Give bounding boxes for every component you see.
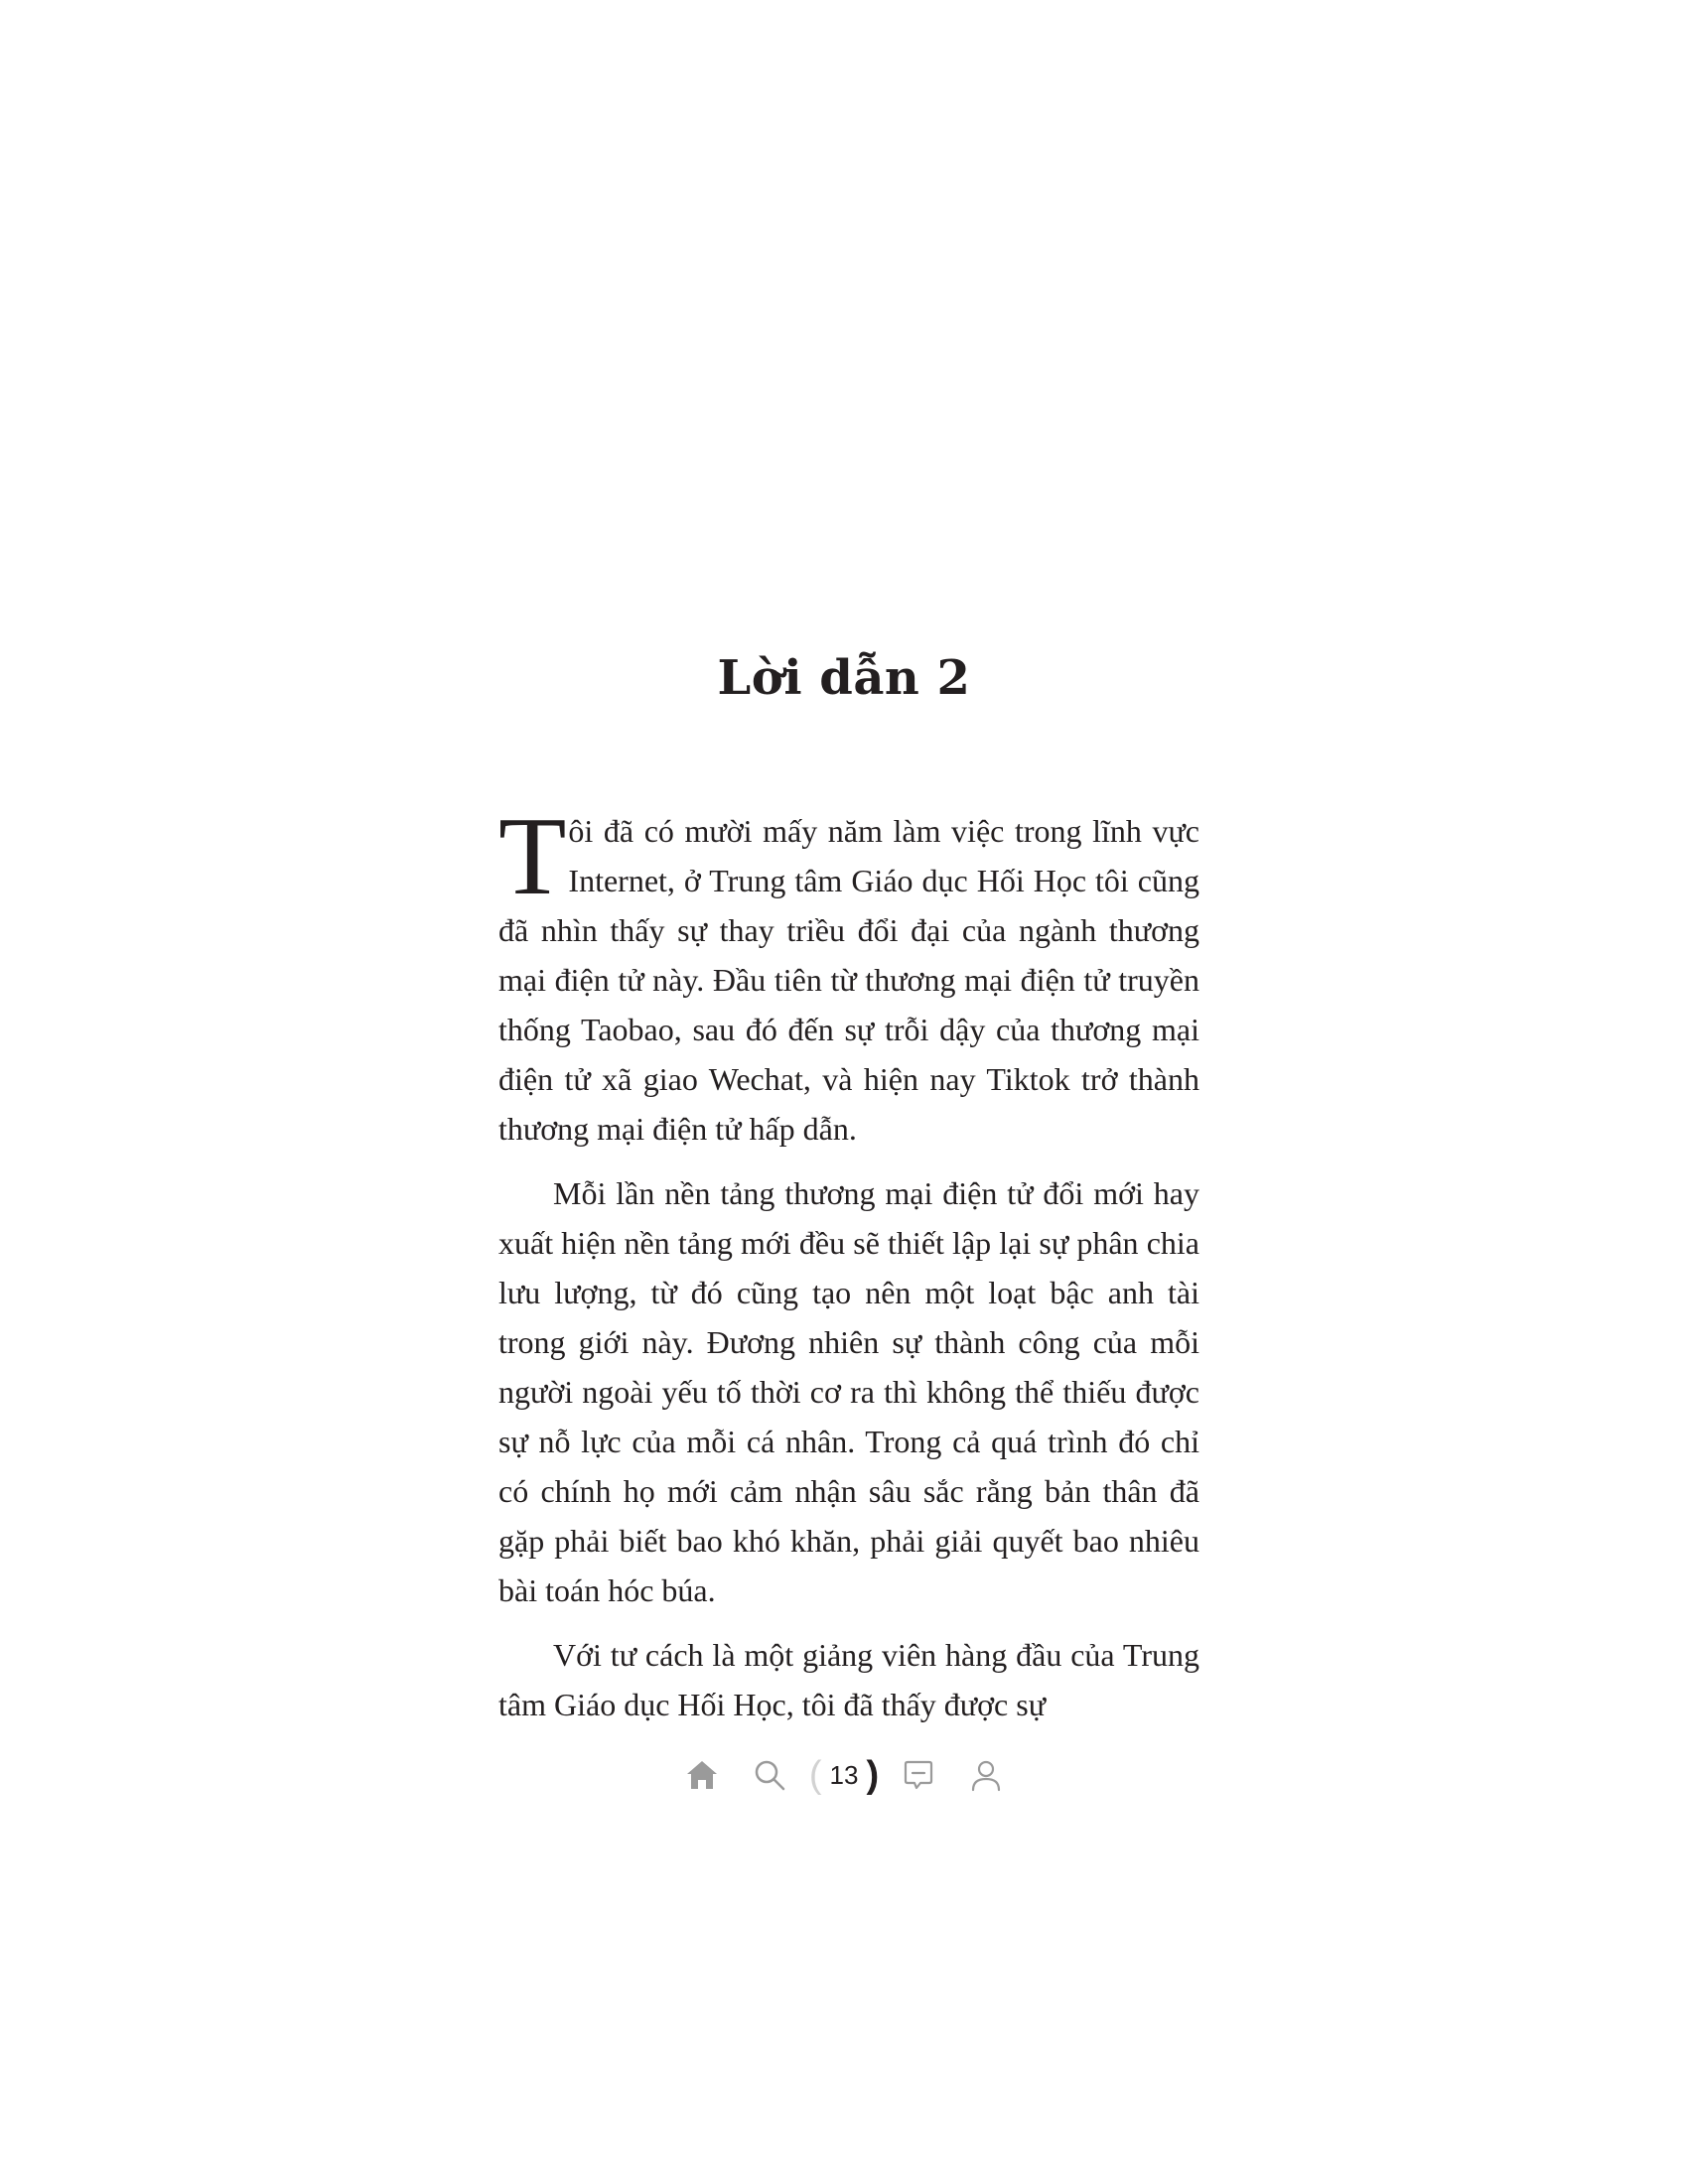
paragraph-3: Với tư cách là một giảng viên hàng đầu của Trung tâm Giáo dục Hối Học, tôi đã thấy được sự bbox=[498, 1637, 1199, 1722]
comment-icon bbox=[903, 1758, 934, 1792]
body-text bbox=[498, 795, 1199, 1744]
chapter-title: Lời dẫn 2 bbox=[717, 650, 971, 706]
bracket-left-icon: ( bbox=[808, 1754, 822, 1796]
home-icon bbox=[685, 1759, 719, 1791]
paragraph-1-text: ôi đã có mười mấy năm làm việc trong lĩnh vực Internet, ở Trung tâm Giáo dục Hối Học tôi cũng đã nhìn thấy sự thay triều đổi đại của ngành thương mại điện tử này. Đầu tiên từ thương mại điện tử truyền thống Taobao, sau đó đến sự trỗi dậy của thương mại điện tử xã giao Wechat, và hiện nay Tiktok trở thành thương mại điện tử hấp dẫn. bbox=[498, 813, 1199, 1147]
page-number-indicator bbox=[809, 1756, 879, 1794]
comment-button[interactable] bbox=[889, 1750, 948, 1800]
footer-nav bbox=[0, 1745, 1688, 1805]
home-button[interactable] bbox=[672, 1750, 732, 1800]
bracket-right-icon: ) bbox=[866, 1754, 880, 1796]
user-icon bbox=[969, 1758, 1003, 1792]
search-icon bbox=[753, 1758, 786, 1792]
profile-button[interactable] bbox=[956, 1750, 1016, 1800]
page-number: 13 bbox=[829, 1759, 859, 1790]
drop-cap: T bbox=[498, 795, 567, 918]
paragraph-1 bbox=[498, 795, 1199, 1154]
search-button[interactable] bbox=[740, 1750, 799, 1800]
paragraph-2: Mỗi lần nền tảng thương mại điện tử đổi mới hay xuất hiện nền tảng mới đều sẽ thiết lập lại sự phân chia lưu lượng, từ đó cũng tạo nên một loạt bậc anh tài trong giới này. Đương nhiên sự thành công của mỗi người ngoài yếu tố thời cơ ra thì không thể thiếu được sự nỗ lực của mỗi cá nhân. Trong cả quá trình đó chỉ có chính họ mới cảm nhận sâu sắc rằng bản thân đã gặp phải biết bao khó khăn, phải giải quyết bao nhiêu bài toán hóc búa. bbox=[498, 1175, 1199, 1608]
